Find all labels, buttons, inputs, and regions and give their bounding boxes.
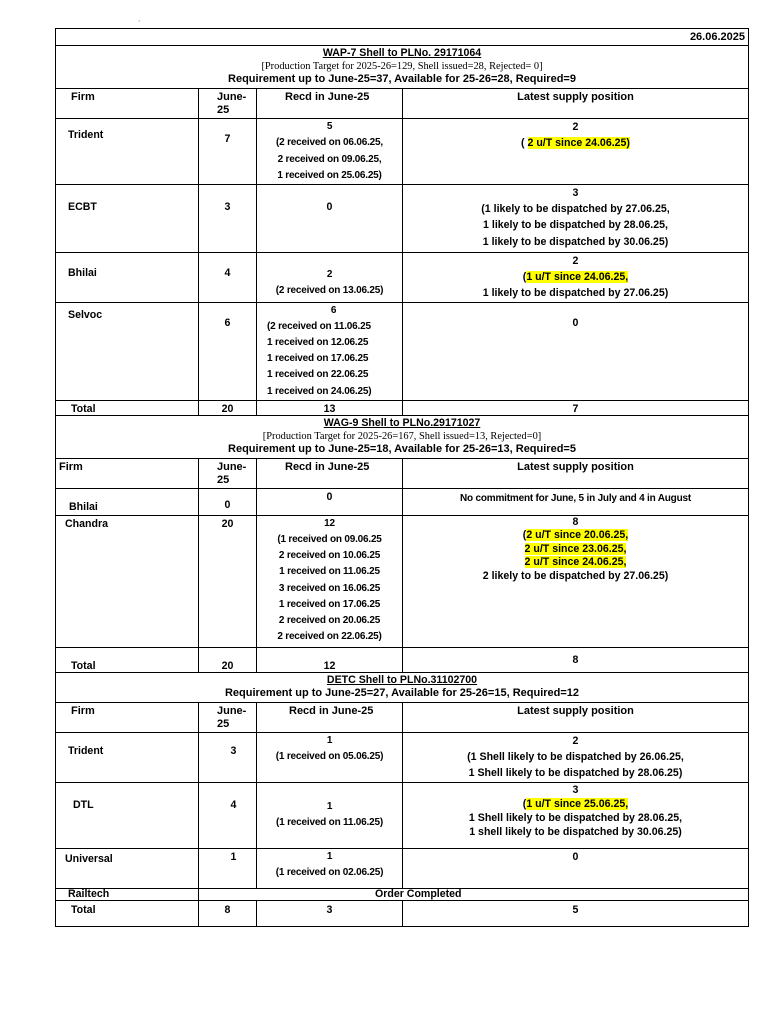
firm-name: Bhilai <box>56 253 199 303</box>
table-row <box>56 253 749 303</box>
supply-cell: 8 (2 u/T since 20.06.25, 2 u/T since 23.06.25, 2 u/T since 24.06.25, 2 likely to be dispatched by 27.06.25) <box>403 515 749 647</box>
col-supply: Latest supply position <box>403 458 749 488</box>
recd-cell: 1 (1 received on 05.06.25) <box>257 732 403 782</box>
recd-cell: 6 (2 received on 11.06.25 1 received on 12.06.25 1 received on 17.06.25 1 received on 22.06.25 1 received on 24.06.25) <box>257 302 403 400</box>
recd-cell: 1 (1 received on 11.06.25) <box>257 782 403 848</box>
supply-cell: 3 (1 u/T since 25.06.25, 1 Shell likely to be dispatched by 28.06.25, 1 shell likely to be dispatched by 30.06.25) <box>403 782 749 848</box>
total-row <box>56 900 749 926</box>
supply-position-document <box>55 28 748 927</box>
june-value: 3 <box>199 732 257 782</box>
order-status: Order Completed <box>199 888 749 900</box>
highlight: 2 u/T since 24.06.25, <box>524 556 627 569</box>
recd-cell: 5 (2 received on 06.06.25, 2 received on 09.06.25, 1 received on 25.06.25) <box>257 119 403 185</box>
june-value: 4 <box>199 253 257 303</box>
firm-name: Trident <box>56 119 199 185</box>
supply-cell: 0 <box>403 302 749 400</box>
section-title: WAG-9 Shell to PLNo.29171027 <box>323 416 481 429</box>
total-supply: 5 <box>403 900 749 926</box>
section-requirement: Requirement up to June-25=27, Available for 25-26=15, Required=12 <box>224 686 580 699</box>
highlight: 2 u/T since 20.06.25, <box>526 529 629 542</box>
highlight: 1 u/T since 25.06.25, <box>526 797 629 810</box>
section-title: WAP-7 Shell to PLNo. 29171064 <box>322 47 482 60</box>
june-value: 1 <box>199 848 257 888</box>
total-june: 8 <box>199 900 257 926</box>
total-row <box>56 400 749 415</box>
firm-name: ECBT <box>56 185 199 253</box>
firm-name: Bhilai <box>56 488 199 515</box>
recd-cell: 0 <box>257 185 403 253</box>
column-header-row <box>56 89 749 119</box>
section-subtitle: [Production Target for 2025-26=129, Shell issued=28, Rejected= 0] <box>261 61 543 73</box>
table-row <box>56 782 749 848</box>
firm-name: DTL <box>56 782 199 848</box>
june-value: 3 <box>199 185 257 253</box>
supply-cell: 2 (1 Shell likely to be dispatched by 26.06.25, 1 Shell likely to be dispatched by 28.06.25) <box>403 732 749 782</box>
total-label: Total <box>56 400 199 415</box>
total-recd: 12 <box>257 647 403 672</box>
col-firm: Firm <box>56 702 199 732</box>
section-title: DETC Shell to PLNo.31102700 <box>326 673 478 686</box>
total-recd: 13 <box>257 400 403 415</box>
column-header-row <box>56 458 749 488</box>
table-row <box>56 119 749 185</box>
section-requirement: Requirement up to June-25=37, Available for 25-26=28, Required=9 <box>228 73 576 86</box>
column-header-row <box>56 702 749 732</box>
table-row <box>56 732 749 782</box>
june-value: 6 <box>199 302 257 400</box>
col-firm: Firm <box>56 458 199 488</box>
june-value: 7 <box>199 119 257 185</box>
table-row <box>56 185 749 253</box>
total-label: Total <box>56 647 199 672</box>
supply-cell: 2 (1 u/T since 24.06.25, 1 likely to be dispatched by 27.06.25) <box>403 253 749 303</box>
recd-cell: 0 <box>257 488 403 515</box>
date-row <box>56 29 749 46</box>
total-row <box>56 647 749 672</box>
col-recd: Recd in June-25 <box>257 702 403 732</box>
total-supply: 7 <box>403 400 749 415</box>
firm-name: Chandra <box>56 515 199 647</box>
table-row <box>56 302 749 400</box>
highlight: 2 u/T since 24.06.25) <box>527 137 630 150</box>
firm-name: Selvoc <box>56 302 199 400</box>
june-value: 0 <box>199 488 257 515</box>
supply-cell: No commitment for June, 5 in July and 4 in August <box>403 488 749 515</box>
recd-cell: 1 (1 received on 02.06.25) <box>257 848 403 888</box>
total-label: Total <box>56 900 199 926</box>
section-header-detc <box>56 672 749 702</box>
supply-cell: 2 ( 2 u/T since 24.06.25) <box>403 119 749 185</box>
col-june: June-25 <box>199 702 257 732</box>
col-firm: Firm <box>56 89 199 119</box>
col-recd: Recd in June-25 <box>257 89 403 119</box>
firm-name: Trident <box>56 732 199 782</box>
firm-name: Universal <box>56 848 199 888</box>
june-value: 4 <box>199 782 257 848</box>
stray-mark: , <box>138 14 141 23</box>
total-june: 20 <box>199 647 257 672</box>
table-row <box>56 515 749 647</box>
total-supply: 8 <box>403 647 749 672</box>
section-header-wap7 <box>56 46 749 89</box>
section-requirement: Requirement up to June-25=18, Available for 25-26=13, Required=5 <box>228 442 576 455</box>
col-recd: Recd in June-25 <box>257 458 403 488</box>
report-date: 26.06.2025 <box>56 29 749 46</box>
highlight: 2 u/T since 23.06.25, <box>524 542 627 555</box>
highlight: 1 u/T since 24.06.25, <box>526 271 629 284</box>
col-june: June-25 <box>199 458 257 488</box>
june-value: 20 <box>199 515 257 647</box>
firm-name: Railtech <box>56 888 199 900</box>
table-row <box>56 848 749 888</box>
recd-cell: 12 (1 received on 09.06.25 2 received on 10.06.25 1 received on 11.06.25 3 received on 16.06.25 1 received on 17.06.25 2 received on 20.06.25 2 received on 22.06.25) <box>257 515 403 647</box>
supply-cell: 0 <box>403 848 749 888</box>
shell-supply-table <box>55 28 749 927</box>
table-row <box>56 888 749 900</box>
section-subtitle: [Production Target for 2025-26=167, Shell issued=13, Rejected=0] <box>262 430 542 442</box>
total-recd: 3 <box>257 900 403 926</box>
recd-cell: 2 (2 received on 13.06.25) <box>257 253 403 303</box>
supply-cell: 3 (1 likely to be dispatched by 27.06.25, 1 likely to be dispatched by 28.06.25, 1 likely to be dispatched by 30.06.25) <box>403 185 749 253</box>
table-row <box>56 488 749 515</box>
total-june: 20 <box>199 400 257 415</box>
col-june: June-25 <box>199 89 257 119</box>
col-supply: Latest supply position <box>403 702 749 732</box>
section-header-wag9 <box>56 415 749 458</box>
col-supply: Latest supply position <box>403 89 749 119</box>
